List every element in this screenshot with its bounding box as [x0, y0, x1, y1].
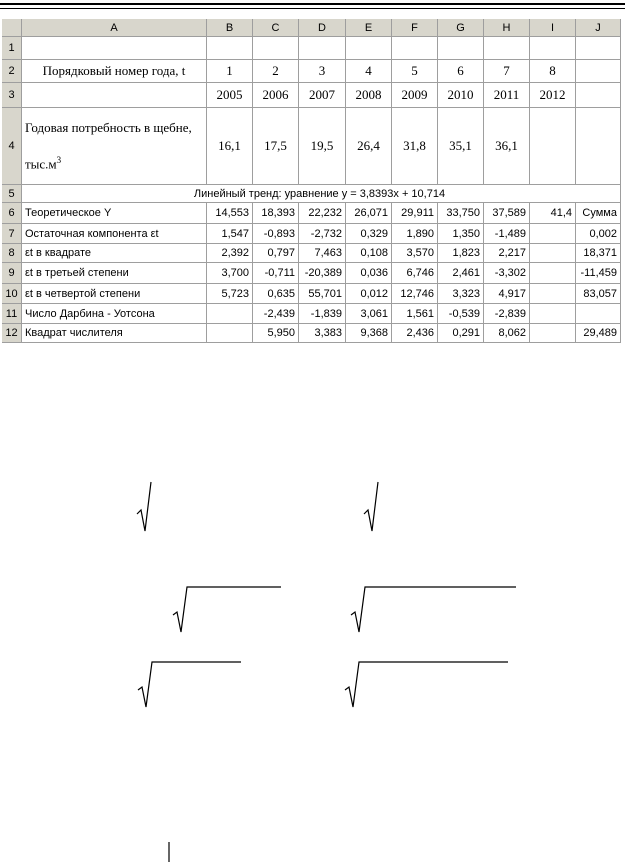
cell-text: 1: [226, 63, 233, 78]
cell-C9[interactable]: [253, 263, 299, 284]
cell-C10[interactable]: [253, 284, 299, 304]
cell-text: 2006: [262, 87, 289, 102]
cell-text: 55,701: [308, 287, 342, 300]
cell-C3[interactable]: [253, 83, 299, 108]
cell-text: 26,071: [354, 207, 388, 219]
row-header[interactable]: [2, 263, 22, 284]
cell-D11[interactable]: [299, 304, 346, 324]
cell-text: E: [364, 21, 373, 34]
cell-G11[interactable]: [438, 304, 484, 324]
row-header[interactable]: [2, 203, 22, 224]
trend-equation-cell[interactable]: [22, 185, 621, 203]
cell-E12[interactable]: [346, 324, 392, 343]
cell-text: 0,012: [360, 287, 388, 300]
cell-I2[interactable]: [530, 60, 576, 83]
radical-sign: [344, 660, 510, 710]
cell-a3[interactable]: [22, 83, 207, 108]
cell-text: Остаточная компонента εt: [25, 227, 159, 240]
row-header[interactable]: [2, 244, 22, 263]
cell-C2[interactable]: [253, 60, 299, 83]
cell-text: 3,700: [221, 267, 249, 279]
cell-E3[interactable]: [346, 83, 392, 108]
cell-F10[interactable]: [392, 284, 438, 304]
cell-text: -0,893: [263, 227, 295, 240]
cell-F4[interactable]: [392, 108, 438, 185]
cell-text: D: [318, 21, 326, 34]
cell-text: 41,4: [550, 207, 572, 219]
cell-a12[interactable]: [22, 324, 207, 343]
cell-text: C: [271, 21, 280, 34]
cell-B9[interactable]: [207, 263, 253, 284]
cell-E7[interactable]: [346, 224, 392, 244]
header-rule-thin: [0, 8, 625, 9]
cell-text: H: [502, 21, 511, 34]
cell-text: 0,108: [360, 247, 388, 259]
cell-H3[interactable]: [484, 83, 530, 108]
cell-text: 7,463: [314, 247, 342, 259]
cell-text: 9: [8, 267, 15, 279]
cell-text: 26,4: [357, 138, 380, 153]
cell-text: 1,823: [452, 247, 480, 259]
column-header[interactable]: [253, 19, 299, 37]
cell-H9[interactable]: [484, 263, 530, 284]
cell-text: 16,1: [218, 138, 241, 153]
cell-text: Число Дарбина - Уотсона: [25, 307, 155, 320]
cell-j10[interactable]: [576, 284, 621, 304]
row-header[interactable]: [2, 60, 22, 83]
cell-text: 6: [457, 63, 464, 78]
cell-B4[interactable]: [207, 108, 253, 185]
cell-G7[interactable]: [438, 224, 484, 244]
cell-text: 18,371: [583, 247, 617, 259]
row-header[interactable]: [2, 83, 22, 108]
column-header[interactable]: [299, 19, 346, 37]
cell-text: 3,323: [452, 287, 480, 300]
cell-j7[interactable]: [576, 224, 621, 244]
cell-text: 9,368: [360, 327, 388, 339]
cell-text: 35,1: [449, 138, 472, 153]
cell-text: 2: [272, 63, 279, 78]
cell-G8[interactable]: [438, 244, 484, 263]
cell-text: 3,061: [360, 307, 388, 320]
cell-I10[interactable]: [530, 284, 576, 304]
cell-empty[interactable]: [438, 37, 484, 60]
cell-text: [25, 152, 61, 172]
cell-E9[interactable]: [346, 263, 392, 284]
cell-text: 3: [8, 89, 15, 101]
cell-text: 4,917: [498, 287, 526, 300]
cell-text: 7: [8, 227, 15, 240]
cell-text: 2,461: [452, 267, 480, 279]
cell-text: 1,350: [452, 227, 480, 240]
cell-text: 2,436: [406, 327, 434, 339]
cell-text: 6: [8, 207, 15, 219]
column-header[interactable]: [484, 19, 530, 37]
cell-text: A: [110, 21, 118, 34]
radical-sign: [363, 480, 381, 534]
cell-a11[interactable]: [22, 304, 207, 324]
cell-I12[interactable]: [530, 324, 576, 343]
cell-text: 3: [318, 63, 326, 78]
cell-text: 2010: [447, 87, 474, 102]
cell-text: 2009: [401, 87, 428, 102]
cell-text: Квадрат числителя: [25, 327, 123, 339]
cell-text: 18,393: [261, 207, 295, 219]
cell-text: 1,561: [406, 307, 434, 320]
cell-text: 36,1: [495, 138, 518, 153]
row-header[interactable]: [2, 324, 22, 343]
cell-I8[interactable]: [530, 244, 576, 263]
cell-text: 12,746: [400, 287, 434, 300]
row-header[interactable]: [2, 284, 22, 304]
cell-empty[interactable]: [253, 37, 299, 60]
cell-j2[interactable]: [576, 60, 621, 83]
cell-text: 2007: [309, 87, 335, 102]
cell-H10[interactable]: [484, 284, 530, 304]
cell-F11[interactable]: [392, 304, 438, 324]
cell-H7[interactable]: [484, 224, 530, 244]
cell-text: 2011: [493, 87, 520, 102]
cell-text: 8: [549, 63, 556, 78]
cell-text: Годовая потребность в щебне,: [25, 119, 192, 135]
cell-text: 4: [8, 140, 15, 152]
cell-text: 2,217: [498, 247, 526, 259]
cell-F6[interactable]: [392, 203, 438, 224]
cell-text: 2,392: [221, 247, 249, 259]
cell-text: -0,539: [448, 307, 480, 320]
cell-B3[interactable]: [207, 83, 253, 108]
cell-a8[interactable]: [22, 244, 207, 263]
cell-text: 8,062: [498, 327, 526, 339]
cell-text: 10: [5, 287, 18, 300]
cell-B10[interactable]: [207, 284, 253, 304]
cell-G2[interactable]: [438, 60, 484, 83]
cell-B11[interactable]: [207, 304, 253, 324]
cell-text: -2,839: [494, 307, 526, 320]
radical-sign: [136, 480, 154, 534]
cell-text: 14,553: [215, 207, 249, 219]
cell-F2[interactable]: [392, 60, 438, 83]
cell-E6[interactable]: [346, 203, 392, 224]
cell-text: -2,732: [310, 227, 342, 240]
cell-D9[interactable]: [299, 263, 346, 284]
cell-text: -20,389: [304, 267, 342, 279]
cell-G9[interactable]: [438, 263, 484, 284]
cell-text: 22,232: [308, 207, 342, 219]
cell-text: 29,911: [401, 207, 434, 219]
unit-superscript: 3: [56, 154, 62, 165]
cell-D6[interactable]: [299, 203, 346, 224]
formula-bar: [167, 842, 171, 862]
radical-sign: [137, 660, 243, 710]
cell-text: 83,057: [583, 287, 617, 300]
cell-I3[interactable]: [530, 83, 576, 108]
radical-sign: [350, 585, 518, 635]
row-header[interactable]: [2, 185, 22, 203]
spreadsheet: [2, 19, 621, 343]
cell-text: 6,746: [406, 267, 434, 279]
cell-I9[interactable]: [530, 263, 576, 284]
cell-E11[interactable]: [346, 304, 392, 324]
cell-text: 37,589: [492, 207, 526, 219]
cell-text: 3,383: [314, 327, 342, 339]
cell-text: Линейный тренд: уравнение y = 3,8393x + 10,714: [193, 187, 446, 200]
radical-sign: [172, 585, 282, 635]
cell-text: F: [411, 21, 418, 34]
row-header[interactable]: [2, 304, 22, 324]
cell-empty[interactable]: [207, 37, 253, 60]
cell-text: 2005: [216, 87, 243, 102]
cell-a4[interactable]: [22, 108, 207, 185]
cell-text: 0,329: [360, 227, 388, 240]
cell-text: 0,002: [589, 227, 617, 240]
column-header[interactable]: [207, 19, 253, 37]
cell-text: 0,291: [452, 327, 480, 339]
cell-text: -1,839: [310, 307, 342, 320]
cell-E8[interactable]: [346, 244, 392, 263]
cell-I11[interactable]: [530, 304, 576, 324]
cell-D7[interactable]: [299, 224, 346, 244]
cell-C12[interactable]: [253, 324, 299, 343]
column-header[interactable]: [576, 19, 621, 37]
row-header[interactable]: [2, 224, 22, 244]
cell-E10[interactable]: [346, 284, 392, 304]
cell-j12[interactable]: [576, 324, 621, 343]
cell-C7[interactable]: [253, 224, 299, 244]
cell-j3[interactable]: [576, 83, 621, 108]
row-header[interactable]: [2, 108, 22, 185]
cell-C4[interactable]: [253, 108, 299, 185]
cell-text: εt в четвертой степени: [25, 287, 141, 300]
cell-B12[interactable]: [207, 324, 253, 343]
cell-text: 1: [8, 42, 15, 54]
cell-text: -11,459: [580, 267, 617, 279]
cell-C8[interactable]: [253, 244, 299, 263]
cell-I7[interactable]: [530, 224, 576, 244]
cell-text: -1,489: [494, 227, 526, 240]
cell-empty[interactable]: [299, 37, 346, 60]
cell-text: 17,5: [264, 138, 287, 153]
cell-j9[interactable]: [576, 263, 621, 284]
cell-H8[interactable]: [484, 244, 530, 263]
cell-empty[interactable]: [484, 37, 530, 60]
cell-a6[interactable]: [22, 203, 207, 224]
cell-a9[interactable]: [22, 263, 207, 284]
column-header[interactable]: [438, 19, 484, 37]
cell-D8[interactable]: [299, 244, 346, 263]
cell-empty[interactable]: [22, 37, 207, 60]
cell-text: Порядковый номер года, t: [42, 63, 186, 78]
cell-text: 5,950: [267, 327, 295, 339]
cell-text: 29,489: [583, 327, 617, 339]
cell-B8[interactable]: [207, 244, 253, 263]
cell-text: εt в третьей степени: [25, 267, 129, 279]
cell-text: Теоретическое Y: [25, 207, 112, 219]
cell-B7[interactable]: [207, 224, 253, 244]
cell-E2[interactable]: [346, 60, 392, 83]
cell-I4[interactable]: [530, 108, 576, 185]
cell-G6[interactable]: [438, 203, 484, 224]
cell-j6[interactable]: [576, 203, 621, 224]
cell-text: -2,439: [263, 307, 295, 320]
cell-E4[interactable]: [346, 108, 392, 185]
cell-empty[interactable]: [392, 37, 438, 60]
column-header[interactable]: [392, 19, 438, 37]
cell-H4[interactable]: [484, 108, 530, 185]
cell-a7[interactable]: [22, 224, 207, 244]
cell-text: εt в квадрате: [25, 247, 92, 259]
cell-G3[interactable]: [438, 83, 484, 108]
cell-j11[interactable]: [576, 304, 621, 324]
cell-F3[interactable]: [392, 83, 438, 108]
cell-text: -3,302: [494, 267, 526, 279]
column-header[interactable]: [530, 19, 576, 37]
cell-text: B: [225, 21, 234, 34]
cell-a10[interactable]: [22, 284, 207, 304]
cell-empty[interactable]: [530, 37, 576, 60]
cell-text: -0,711: [264, 267, 295, 279]
cell-H2[interactable]: [484, 60, 530, 83]
cell-text: 3,570: [406, 247, 434, 259]
cell-text: 7: [503, 63, 510, 78]
cell-F12[interactable]: [392, 324, 438, 343]
cell-j4[interactable]: [576, 108, 621, 185]
cell-G4[interactable]: [438, 108, 484, 185]
cell-text: Сумма: [582, 207, 617, 219]
cell-D4[interactable]: [299, 108, 346, 185]
cell-text: 5: [411, 63, 418, 78]
cell-text: 33,750: [446, 207, 480, 219]
cell-B6[interactable]: [207, 203, 253, 224]
cell-text: 11: [5, 307, 18, 320]
cell-text: 5: [8, 187, 15, 200]
cell-D10[interactable]: [299, 284, 346, 304]
cell-text: 0,036: [360, 267, 388, 279]
cell-j8[interactable]: [576, 244, 621, 263]
column-header[interactable]: [22, 19, 207, 37]
cell-C6[interactable]: [253, 203, 299, 224]
cell-G12[interactable]: [438, 324, 484, 343]
cell-a2[interactable]: [22, 60, 207, 83]
cell-F8[interactable]: [392, 244, 438, 263]
cell-B2[interactable]: [207, 60, 253, 83]
cell-H6[interactable]: [484, 203, 530, 224]
cell-D2[interactable]: [299, 60, 346, 83]
cell-F7[interactable]: [392, 224, 438, 244]
unit-text: тыс.м: [25, 156, 57, 172]
cell-D12[interactable]: [299, 324, 346, 343]
cell-text: G: [456, 21, 465, 34]
cell-text: 8: [8, 247, 15, 259]
cell-text: 19,5: [310, 138, 334, 153]
cell-text: 4: [365, 63, 372, 78]
cell-D3[interactable]: [299, 83, 346, 108]
cell-F9[interactable]: [392, 263, 438, 284]
cell-text: 2: [8, 65, 15, 77]
cell-text: 12: [5, 327, 18, 339]
cell-text: 2008: [355, 87, 382, 102]
cell-text: 0,797: [267, 247, 295, 259]
cell-text: I: [550, 21, 555, 34]
cell-C11[interactable]: [253, 304, 299, 324]
cell-text: 5,723: [221, 287, 249, 300]
cell-empty[interactable]: [576, 37, 621, 60]
cell-empty[interactable]: [346, 37, 392, 60]
header-rule-thick: [0, 3, 625, 5]
row-header[interactable]: [2, 37, 22, 60]
column-header[interactable]: [346, 19, 392, 37]
cell-text: 2012: [539, 87, 566, 102]
cell-G10[interactable]: [438, 284, 484, 304]
cell-I6[interactable]: [530, 203, 576, 224]
select-all-corner[interactable]: [2, 19, 22, 37]
cell-text: 1,547: [221, 227, 249, 240]
cell-text: J: [595, 21, 601, 34]
cell-H11[interactable]: [484, 304, 530, 324]
cell-text: 31,8: [403, 138, 426, 153]
cell-text: 0,635: [267, 287, 295, 300]
cell-H12[interactable]: [484, 324, 530, 343]
cell-text: 1,890: [406, 227, 434, 240]
